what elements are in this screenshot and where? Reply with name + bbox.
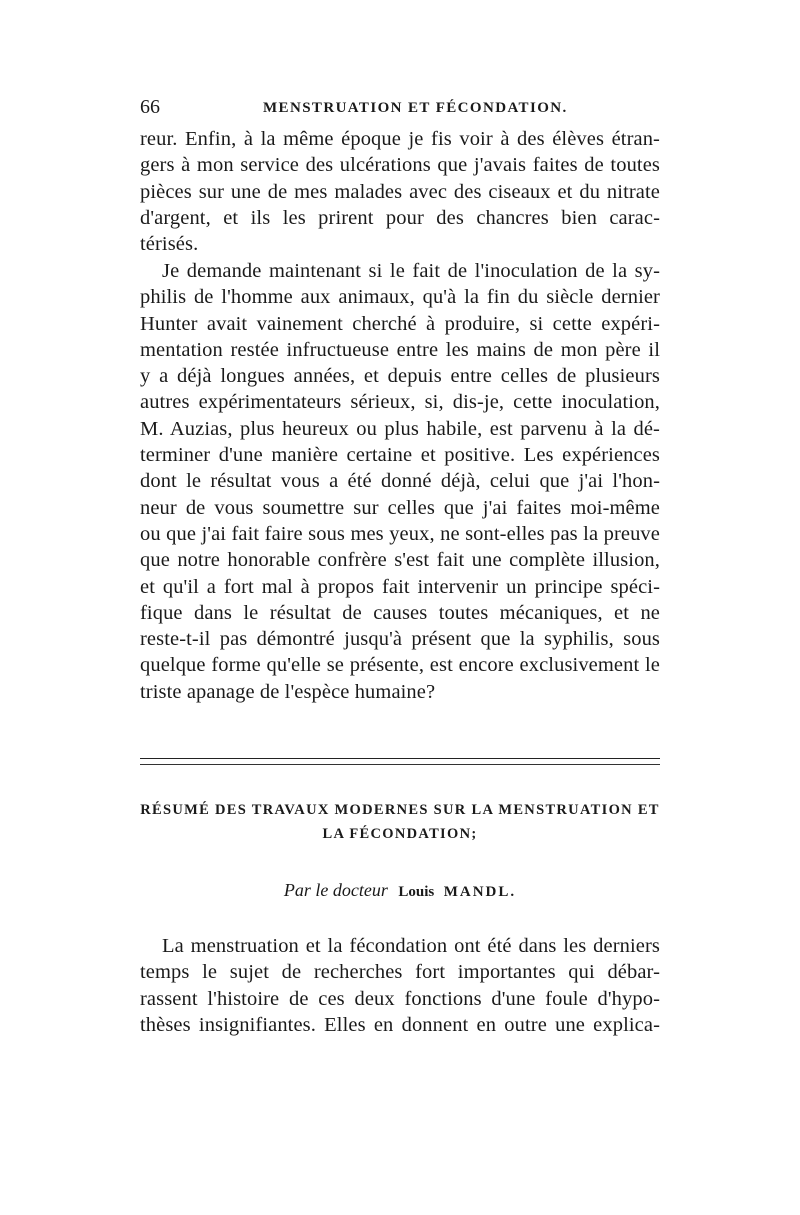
text-line: térisés. bbox=[140, 233, 199, 256]
text-line: philis de l'homme aux animaux, qu'à la fin du siècle dernier bbox=[140, 286, 660, 309]
author-byline bbox=[140, 880, 660, 901]
section-divider bbox=[140, 758, 660, 759]
text-line: M. Auzias, plus heureux ou plus habile, est parvenu à la dé- bbox=[140, 417, 660, 440]
author-first-name: Louis bbox=[398, 884, 435, 900]
text-line: reste-t-il pas démontré jusqu'à présent que la syphilis, sous bbox=[140, 628, 660, 651]
text-line: pièces sur une de mes malades avec des ciseaux et du nitrate bbox=[140, 180, 660, 203]
text-line: terminer d'une manière certaine et positive. Les expériences bbox=[140, 444, 660, 467]
author-last-name: MANDL. bbox=[443, 884, 517, 900]
text-line: thèses insignifiantes. Elles en donnent en outre une explica- bbox=[140, 1013, 660, 1036]
section-title-continued: LA FÉCONDATION; bbox=[322, 826, 478, 842]
text-line: triste apanage de l'espèce humaine? bbox=[140, 680, 436, 703]
text-line: autres expérimentateurs sérieux, si, dis-je, cette inoculation, bbox=[140, 391, 660, 414]
section-divider bbox=[140, 764, 660, 765]
text-line: fique dans le résultat de causes toutes mécaniques, et ne bbox=[140, 601, 660, 624]
paragraph-summary bbox=[140, 933, 660, 1038]
text-line: gers à mon service des ulcérations que j'avais faites de toutes bbox=[140, 154, 660, 177]
paragraph-continuation bbox=[140, 126, 660, 257]
text-line: Hunter avait vainement cherché à produire, si cette expéri- bbox=[140, 312, 660, 335]
text-line: et qu'il a fort mal à propos fait intervenir un principe spéci- bbox=[140, 575, 660, 598]
page-header bbox=[140, 96, 660, 124]
text-line: rassent l'histoire de ces deux fonctions d'une foule d'hypo- bbox=[140, 987, 660, 1010]
page-number: 66 bbox=[140, 96, 160, 118]
text-line: reur. Enfin, à la même époque je fis voir à des élèves étran- bbox=[140, 128, 660, 150]
text-line: Je demande maintenant si le fait de l'inoculation de la sy- bbox=[162, 260, 660, 282]
text-line: d'argent, et ils les prirent pour des chancres bien carac- bbox=[140, 206, 660, 229]
running-title: MENSTRUATION ET FÉCONDATION. bbox=[263, 100, 568, 116]
byline-prefix: Par le docteur bbox=[283, 880, 388, 900]
text-line: neur de vous soumettre sur celles que j'ai faites moi-même bbox=[140, 496, 660, 519]
text-line: La menstruation et la fécondation ont été dans les derniers bbox=[162, 935, 660, 957]
paragraph-inoculation bbox=[140, 258, 660, 705]
text-line: ou que j'ai fait faire sous mes yeux, ne sont-elles pas la preuve bbox=[140, 522, 660, 545]
text-line: quelque forme qu'elle se présente, est encore exclusivement le bbox=[140, 654, 660, 677]
section-title: RÉSUMÉ DES TRAVAUX MODERNES SUR LA MENSTRUATION ET bbox=[140, 802, 660, 818]
text-line: que notre honorable confrère s'est fait une complète illusion, bbox=[140, 549, 660, 572]
text-line: temps le sujet de recherches fort importantes qui débar- bbox=[140, 961, 660, 984]
text-line: mentation restée infructueuse entre les mains de mon père il bbox=[140, 338, 660, 361]
text-line: dont le résultat vous a été donné déjà, celui que j'ai l'hon- bbox=[140, 470, 660, 493]
text-line: y a déjà longues années, et depuis entre celles de plusieurs bbox=[140, 365, 660, 388]
